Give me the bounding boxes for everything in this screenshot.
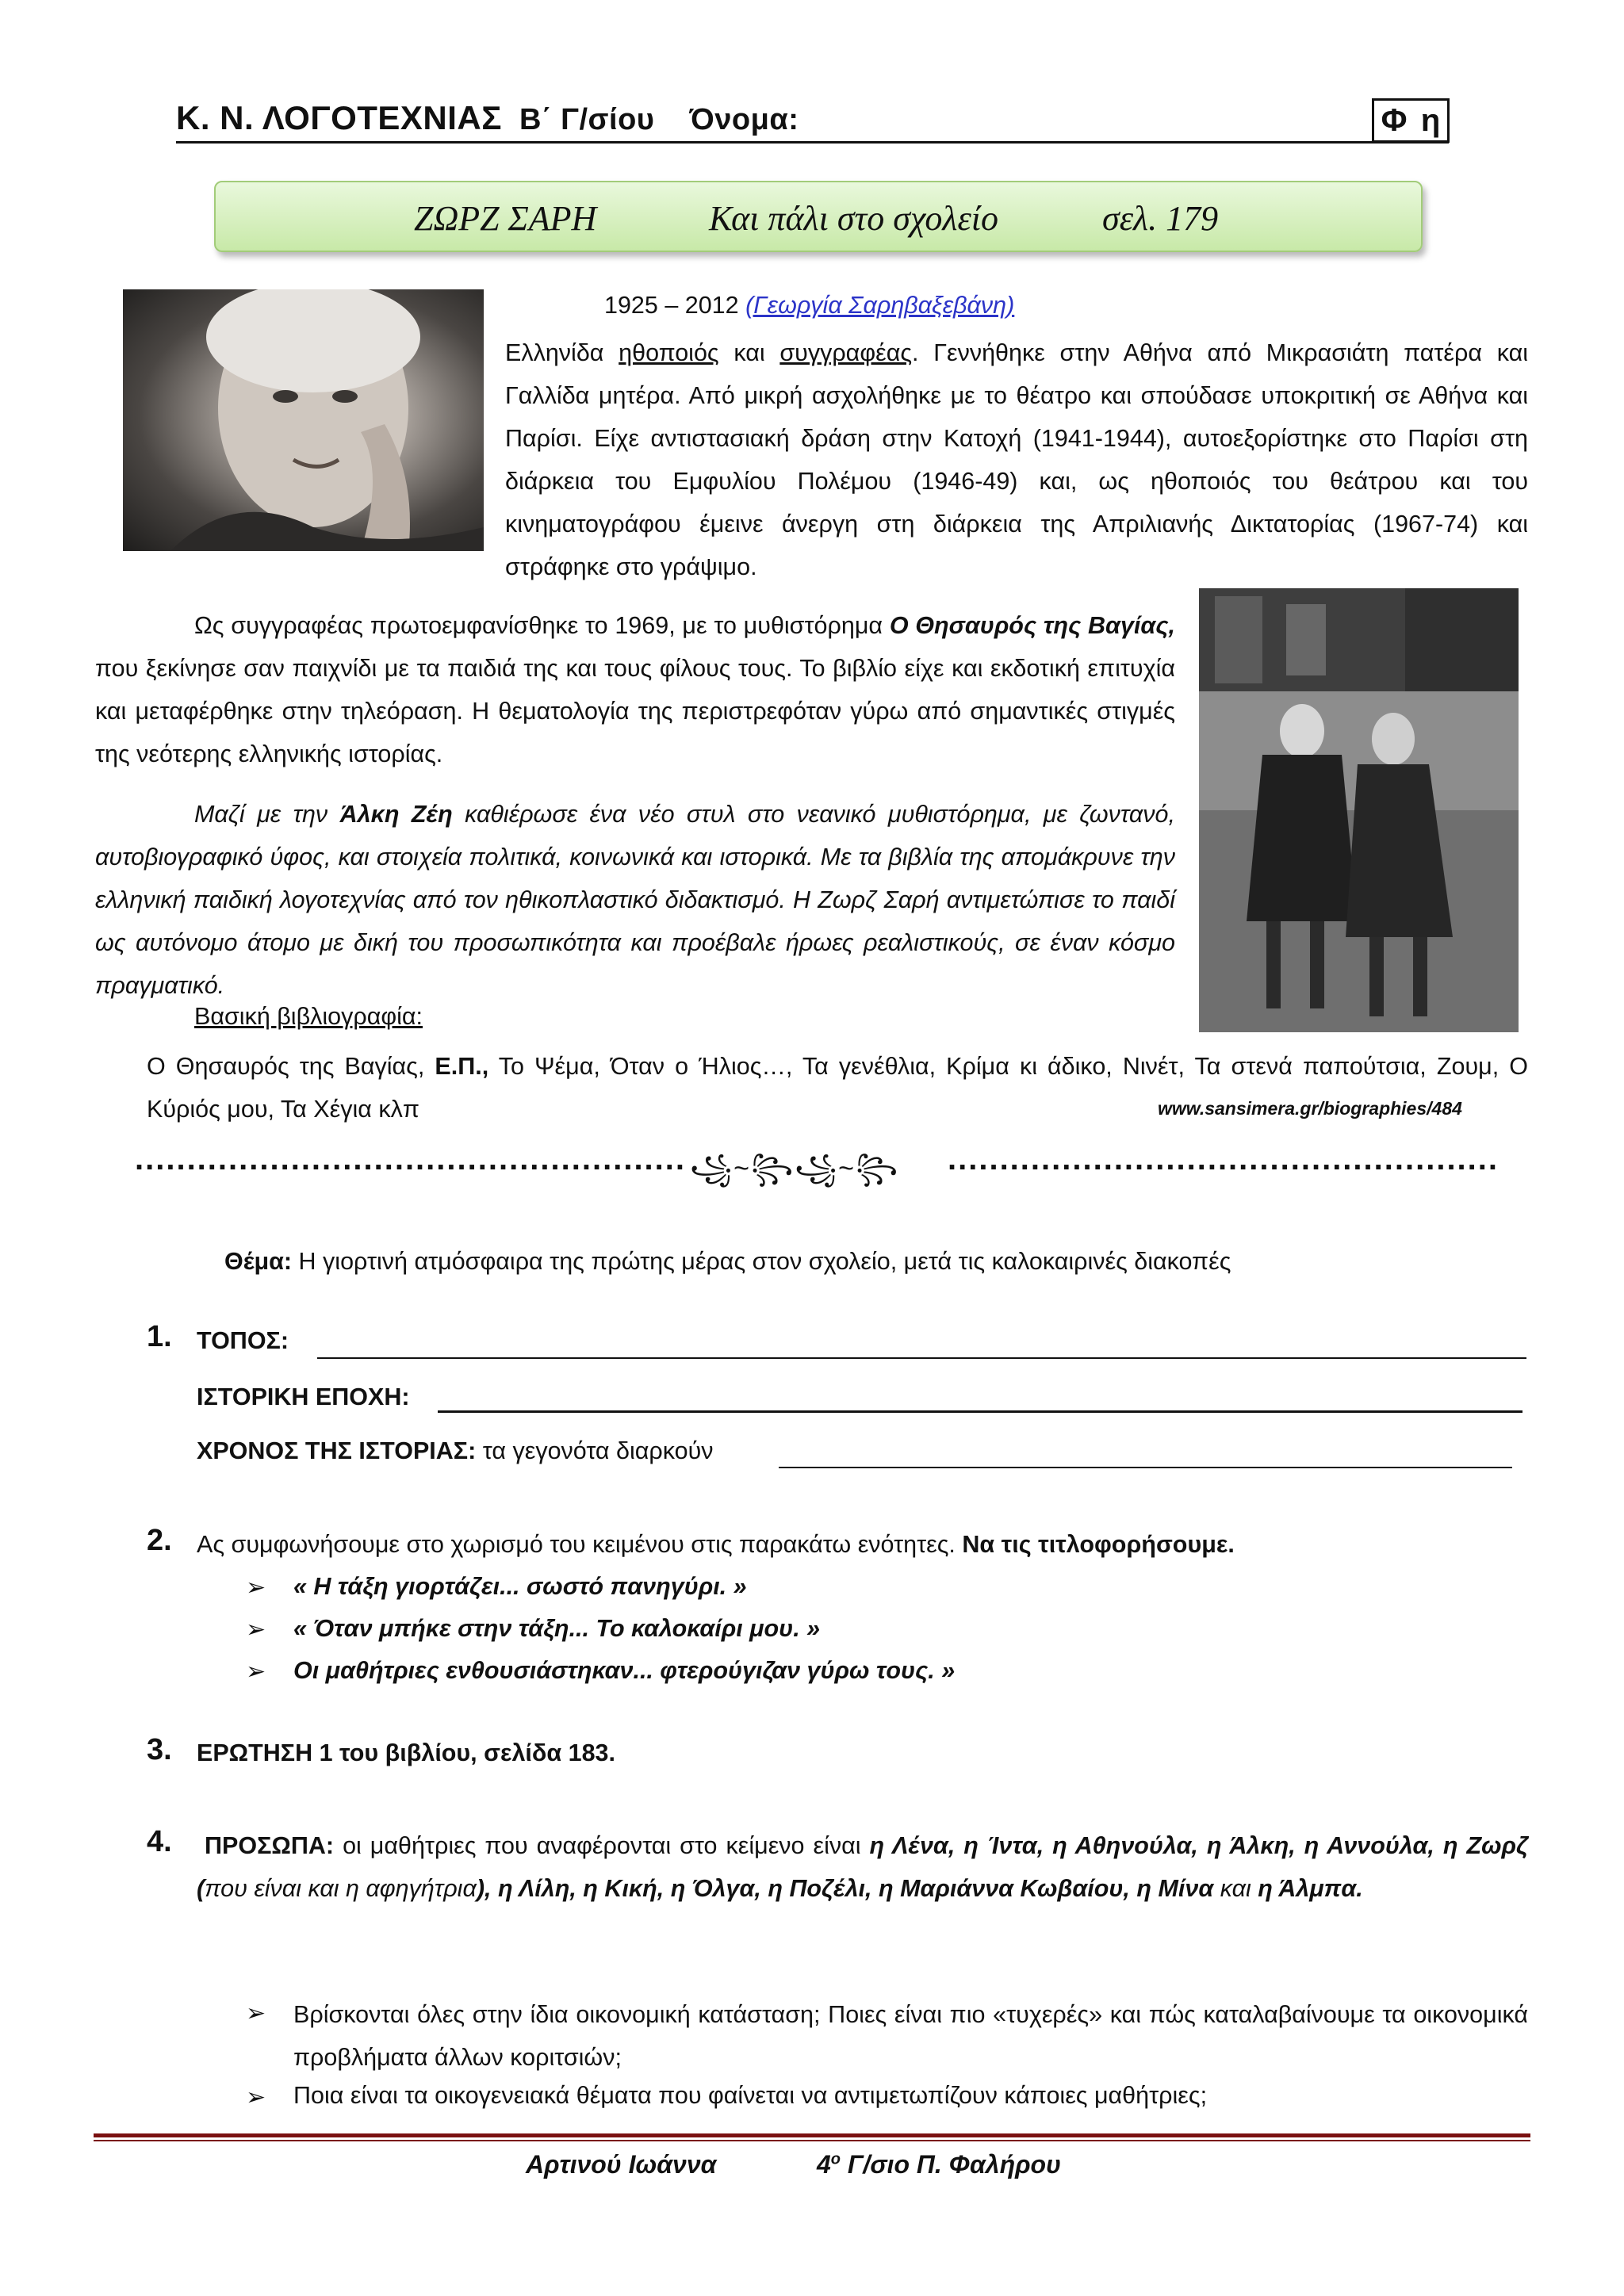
photo-two-women [1199, 588, 1519, 1032]
bio-p3-rest: καθιέρωσε ένα νέο στυλ στο νεανικό μυθιστόρημα, με ζωντανό, αυτοβιογραφικό ύφος, και στοιχεία πολιτικά, κοινωνικά και ιστορικά. Με τα βιβλία της απομάκρυνε την ελληνική παιδική λογοτεχνίας από τον ηθικοπλαστικό διδακτισμό. Η Ζωρζ Σαρή αντιμετώπισε το παιδί ως αυτόνομο άτομο με δική του προσωπικότητα και προέβαλε ήρωες ρεαλιστικούς, σε έναν κόσμο πραγματικό. [95, 801, 1175, 999]
actor-link[interactable]: ηθοποιός [619, 339, 719, 366]
q1-time-label: ΧΡΟΝΟΣ ΤΗΣ ΙΣΤΟΡΙΑΣ: [197, 1437, 477, 1464]
q1-time-text: τα γεγονότα διαρκούν [482, 1437, 714, 1464]
divider-ornament: ꧁~꧂꧁~꧂ [690, 1154, 900, 1184]
class-label: Β΄ Γ/σίου [519, 103, 655, 136]
title-banner [214, 181, 1423, 252]
bio-paragraph-2 [95, 604, 1175, 775]
bio-dates-line [604, 292, 1014, 320]
banner-author: ΖΩΡΖ ΣΑΡΗ [414, 199, 597, 238]
bio-paragraph-1 [505, 331, 1528, 588]
q4-last: η Άλμπα. [1258, 1875, 1363, 1902]
q1-era-answer[interactable] [438, 1410, 1522, 1413]
name-line[interactable] [176, 141, 1449, 144]
q2-bullet-2-icon: ➢ [246, 1617, 266, 1643]
real-name-link[interactable]: (Γεωργία Σαρηβαξεβάνη) [745, 292, 1015, 319]
divider-dots-left: ..................................................... [135, 1142, 687, 1177]
bio-p2-start: Ως συγγραφέας πρωτοεμφανίσθηκε το 1969, με το μυθιστόρημα [194, 612, 883, 639]
bio-p3-start: Μαζί με την [194, 801, 328, 828]
bio-p1-rest: . Γεννήθηκε στην Αθήνα από Μικρασιάτη πατέρα και Γαλλίδα μητέρα. Από μικρή ασχολήθηκε με το θέατρο και σπούδασε υποκριτική σε Αθήνα και Παρίσι. Είχε αντιστασιακή δράση στην Κατοχή (1941-1944), αυτοεξορίστηκε στο Παρίσι στη διάρκεια του Εμφυλίου Πολέμου (1946-49) και, ως ηθοποιός του θεάτρου και του κινηματογράφου έμεινε άνεργη στη διάρκεια της Απριλιανής Δικτατορίας (1967-74) και στράφηκε στο γράψιμο. [505, 339, 1528, 580]
q3-number: 3. [147, 1733, 172, 1766]
q4-names-a: η Λένα, η Ίντα, η Αθηνούλα, η Άλκη, η Αννούλα, η Ζωρζ ( [197, 1832, 1528, 1902]
divider-dots-right: ..................................................... [948, 1142, 1500, 1177]
subject-title: Κ. Ν. ΛΟΓΟΤΕΧΝΙΑΣ [176, 99, 502, 136]
q4-note: που είναι και η αφηγήτρια [205, 1875, 477, 1902]
bio-p1-start: Ελληνίδα [505, 339, 604, 366]
footer-rule [94, 2133, 1530, 2137]
banner-page: σελ. 179 [1102, 199, 1219, 238]
grade-box-right: η [1420, 102, 1441, 138]
biblio-ep: Ε.Π., [435, 1053, 489, 1080]
q3-text: ΕΡΩΤΗΣΗ 1 του βιβλίου, σελίδα 183. [197, 1739, 615, 1766]
q4-intro: οι μαθήτριες που αναφέρονται στο κείμενο είναι [343, 1832, 861, 1859]
bibliography-label: Βασική βιβλιογραφία: [194, 1003, 423, 1030]
q2-bold: Να τις τιτλοφορήσουμε. [962, 1531, 1235, 1558]
q2-number: 2. [147, 1524, 172, 1557]
footer-school-name: Γ/σιο Π. Φαλήρου [847, 2150, 1061, 2179]
bio-paragraph-3 [95, 793, 1175, 1007]
theme-line [224, 1248, 1231, 1276]
q2-item-3: Οι μαθήτριες ενθουσιάστηκαν... φτερούγιζαν γύρω τους. » [293, 1657, 956, 1684]
q1-place-label: ΤΟΠΟΣ: [197, 1327, 289, 1354]
grade-box [1372, 98, 1450, 143]
q4-bullet-1-icon: ➢ [246, 2000, 266, 2026]
footer-school-sup: ο [830, 2150, 841, 2168]
q4-and: και [1220, 1875, 1251, 1902]
q1-time-line [197, 1437, 714, 1465]
q1-place-answer[interactable] [317, 1357, 1526, 1359]
footer-school-num: 4 [817, 2150, 831, 2179]
source-url[interactable]: www.sansimera.gr/biographies/484 [1158, 1098, 1462, 1119]
header [176, 99, 799, 137]
book-title: Ο Θησαυρός της Βαγίας, [889, 612, 1175, 639]
writer-link[interactable]: συγγραφέας [779, 339, 913, 366]
q4-names-b: ), η Λίλη, η Κική, η Όλγα, η Ποζέλι, η Μαριάννα Κωβαίου, η Μίνα [476, 1875, 1214, 1902]
bio-dates: 1925 – 2012 [604, 292, 739, 319]
alki-zei: Άλκη Ζέη [339, 801, 453, 828]
q2-text [197, 1531, 1235, 1559]
footer-school [817, 2150, 1061, 2179]
q2-item-1: « Η τάξη γιορτάζει... σωστό πανηγύρι. » [293, 1573, 747, 1600]
q4-label: ΠΡΟΣΩΠΑ: [205, 1832, 335, 1859]
q1-time-answer[interactable] [779, 1467, 1512, 1468]
q4-bullet-2-icon: ➢ [246, 2084, 266, 2110]
q4-bullet-2: Ποια είναι τα οικογενειακά θέματα που φαίνεται να αντιμετωπίζουν κάποιες μαθήτριες; [293, 2082, 1208, 2109]
q2-bullet-1-icon: ➢ [246, 1575, 266, 1601]
q1-era-label: ΙΣΤΟΡΙΚΗ ΕΠΟΧΗ: [197, 1383, 410, 1410]
theme-text: Η γιορτινή ατμόσφαιρα της πρώτης μέρας στον σχολείο, μετά τις καλοκαιρινές διακοπές [298, 1248, 1231, 1275]
biblio-first: Ο Θησαυρός της Βαγίας, [147, 1053, 425, 1080]
q4-bullet-1: Βρίσκονται όλες στην ίδια οικονομική κατάσταση; Ποιες είναι πιο «τυχερές» και πώς καταλαβαίνουμε τα οικονομικά προβλήματα άλλων κοριτσιών; [293, 2001, 1528, 2071]
grade-box-left: Φ [1381, 102, 1408, 138]
theme-label: Θέμα: [224, 1248, 293, 1275]
bio-p2-rest: που ξεκίνησε σαν παιχνίδι με τα παιδιά της και τους φίλους τους. Το βιβλίο είχε και εκδοτική επιτυχία και μεταφέρθηκε στην τηλεόραση. Η θεματολογία της περιστρεφόταν γύρω από σημαντικές στιγμές της νεότερης ελληνικής ιστορίας. [95, 655, 1175, 767]
name-label: Όνομα: [689, 103, 799, 136]
author-portrait [123, 289, 484, 551]
q2-instruction: Ας συμφωνήσουμε στο χωρισμό του κειμένου στις παρακάτω ενότητες. [197, 1531, 956, 1558]
q4-number: 4. [147, 1825, 172, 1858]
bio-p1-and: και [733, 339, 765, 366]
footer-rule-thin [94, 2140, 1530, 2141]
footer-teacher: Αρτινού Ιωάννα [526, 2150, 717, 2179]
q2-bullet-3-icon: ➢ [246, 1659, 266, 1685]
q2-item-2: « Όταν μπήκε στην τάξη... Το καλοκαίρι μου. » [293, 1615, 821, 1642]
q1-number: 1. [147, 1320, 172, 1353]
q4-text [197, 1824, 1528, 1910]
banner-work: Και πάλι στο σχολείο [709, 199, 999, 238]
biblio-rest: Το Ψέμα, Όταν ο Ήλιος…, Τα γενέθλια, Κρίμα κι άδικο, Νινέτ, Τα στενά παπούτσια, Ζουμ, Ο Κύριός μου, Τα Χέγια κλπ [147, 1053, 1528, 1123]
